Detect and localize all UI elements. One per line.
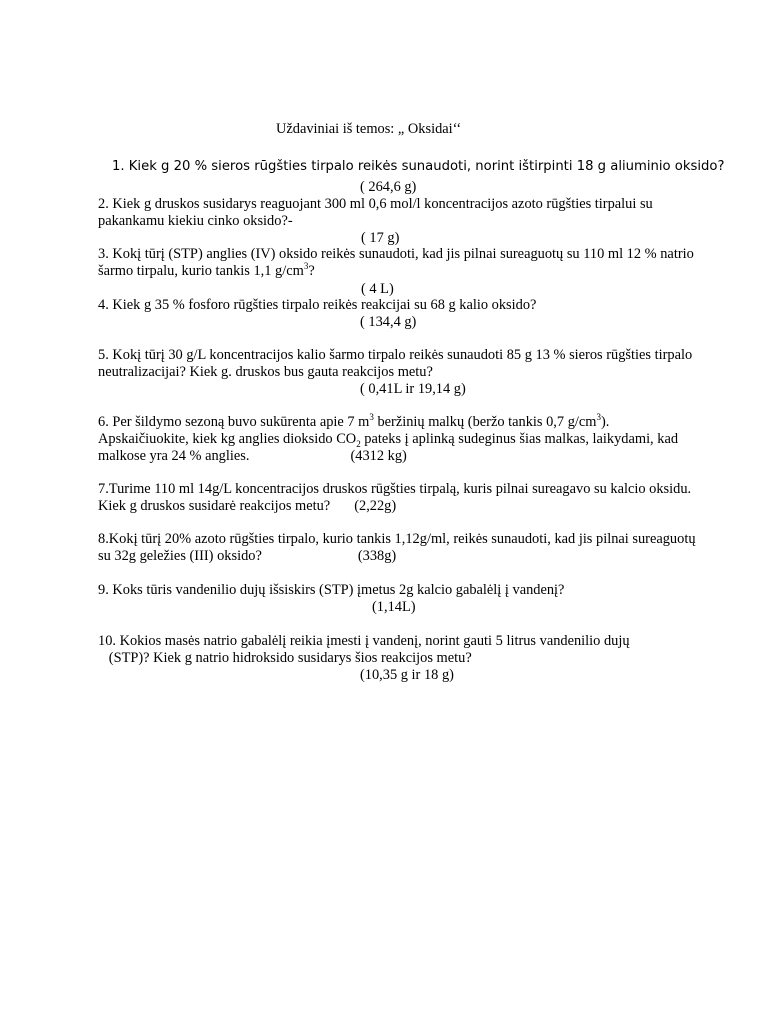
problem-7 [98,481,748,515]
problem-10-answer: (10,35 g ir 18 g) [360,667,454,683]
problem-10 [98,633,748,667]
problem-6-answer: (4312 kg) [350,448,407,464]
problem-8-answer: (338g) [357,548,397,564]
page-title: Uždaviniai iš temos: „ Oksidai‘‘ [276,121,462,137]
problem-6-line-2-b: pateks į aplinką sudeginus šias malkas, laikydami, kad [360,431,679,447]
problem-6-line-1-a: 6. Per šildymo sezoną buvo sukūrenta apie 7 m [98,414,370,430]
superscript: 3 [596,412,601,423]
problem-3-answer: ( 4 L) [361,281,394,297]
problem-6-line-2 [98,431,748,448]
superscript: 3 [303,261,309,272]
problem-7-line-2 [98,498,748,515]
problem-4-line-1: 4. Kiek g 35 % fosforo rūgšties tirpalo reikės reakcijai su 68 g kalio oksido? [98,297,537,313]
problem-9-answer: (1,14L) [372,599,416,615]
problem-6-line-2-a: Apskaičiuokite, kiek kg anglies dioksido CO [98,431,357,447]
problem-9-line-1: 9. Koks tūris vandenilio dujų išsiskirs (STP) įmetus 2g kalcio gabalėlį į vandenį? [98,582,565,598]
problem-6-line-1-b: beržinių malkų (beržo tankis 0,7 g/cm [373,414,597,430]
problem-4-answer: ( 134,4 g) [360,314,417,330]
superscript: 3 [369,412,374,423]
problem-7-line-1: 7.Turime 110 ml 14g/L koncentracijos druskos rūgšties tirpalą, kuris pilnai sureagavo su kalcio oksidu. [98,481,692,497]
problem-7-line-2-text: Kiek g druskos susidarė reakcijos metu? [98,498,331,514]
problem-10-line-1: 10. Kokios masės natrio gabalėlį reikia įmesti į vandenį, norint gauti 5 litrus vandenilio dujų [98,633,630,649]
problem-3-line-2-text: šarmo tirpalu, kurio tankis 1,1 g/cm [98,263,304,279]
problem-8-line-1: 8.Kokį tūrį 20% azoto rūgšties tirpalo, kurio tankis 1,12g/ml, reikės sunaudoti, kad jis pilnai sureaguotų [98,531,696,547]
problem-3-line-2 [98,263,748,280]
problem-4 [98,297,748,314]
problem-6 [98,414,748,465]
problem-1-answer: ( 264,6 g) [360,179,417,195]
problem-8-line-2-text: su 32g geležies (III) oksido? [98,548,262,564]
problem-2-line-2: pakankamu kiekiu cinko oksido?- [98,213,293,229]
problem-5 [98,347,748,381]
problem-5-line-1: 5. Kokį tūrį 30 g/L koncentracijos kalio šarmo tirpalo reikės sunaudoti 85 g 13 % sieros rūgšties tirpalo [98,347,693,363]
problem-1-text: 1. Kiek g 20 % sieros rūgšties tirpalo reikės sunaudoti, norint ištirpinti 18 g aliuminio oksido? [112,159,725,174]
problem-7-answer: (2,22g) [354,498,397,514]
problem-6-line-3-text: malkose yra 24 % anglies. [98,448,250,464]
problem-5-answer: ( 0,41L ir 19,14 g) [360,381,466,397]
problem-5-line-2: neutralizacijai? Kiek g. druskos bus gauta reakcijos metu? [98,364,433,380]
problem-3 [98,246,748,280]
subscript: 2 [356,438,361,449]
problem-3-line-1: 3. Kokį tūrį (STP) anglies (IV) oksido reikės sunaudoti, kad jis pilnai sureaguotų su 110 ml 12 % natrio [98,246,694,262]
problem-6-line-1 [98,414,748,431]
problem-8 [98,531,748,565]
problem-6-line-3 [98,448,748,465]
problem-9 [98,582,748,599]
problem-8-line-2 [98,548,748,565]
problem-10-line-2: (STP)? Kiek g natrio hidroksido susidarys šios reakcijos metu? [98,650,472,666]
problem-2-answer: ( 17 g) [361,230,400,246]
problem-6-line-1-c: ). [600,414,610,430]
problem-2 [98,196,748,230]
problem-3-line-2-end: ? [308,263,315,279]
problem-2-line-1: 2. Kiek g druskos susidarys reaguojant 300 ml 0,6 mol/l koncentracijos azoto rūgšties tirpalui su [98,196,653,212]
